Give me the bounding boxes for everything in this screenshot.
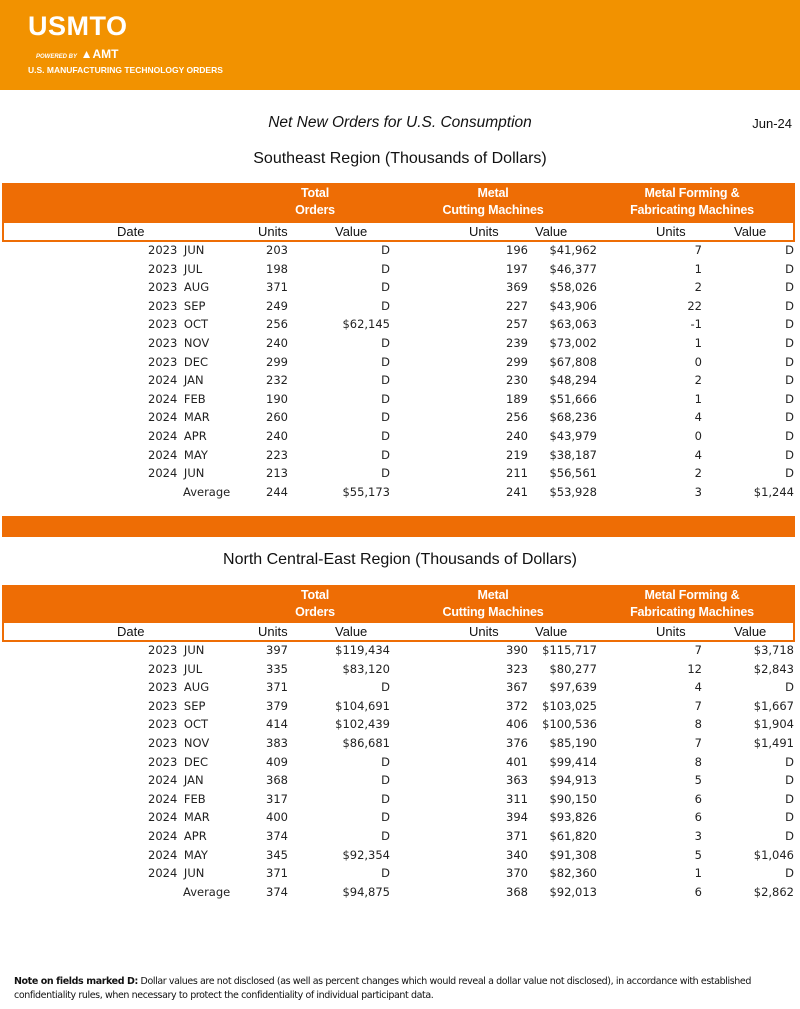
- col-date: Date: [117, 224, 145, 239]
- col-total-value: Value: [335, 624, 368, 639]
- group-metal-forming: Metal Forming & Fabricating Machines: [630, 186, 754, 217]
- table-row: 2023 JUL 198 D 197 $46,377 1 D: [148, 261, 794, 276]
- nce-table-body: [0, 641, 800, 901]
- table-row: 2023 SEP 379 $104,691 372 $103,025 7 $1,667: [148, 698, 794, 713]
- report-period: Jun-24: [752, 116, 792, 131]
- table-row: 2023 JUN 397 $119,434 390 $115,717 7 $3,718: [148, 643, 794, 657]
- col-form-units: Units: [656, 624, 686, 639]
- usmto-banner: [0, 0, 800, 90]
- table-row: 2024 JUN 371 D 370 $82,360 1 D: [148, 866, 794, 881]
- table-row: 2024 FEB 190 D 189 $51,666 1 D: [148, 391, 794, 406]
- table-row: 2024 JUN 213 D 211 $56,561 2 D: [148, 466, 794, 481]
- table-row: 2023 JUN 203 D 196 $41,962 7 D: [148, 243, 794, 257]
- col-cut-value: Value: [535, 224, 568, 239]
- col-cut-units: Units: [469, 224, 499, 239]
- table-row: 2023 JUL 335 $83,120 323 $80,277 12 $2,843: [148, 661, 794, 676]
- col-total-value: Value: [335, 224, 368, 239]
- table-row: 2023 AUG 371 D 369 $58,026 2 D: [148, 280, 794, 295]
- table-row: 2024 MAR 260 D 256 $68,236 4 D: [148, 410, 794, 425]
- usmto-logo: [28, 11, 223, 75]
- logo-wordmark: USMTO: [28, 11, 128, 41]
- col-date: Date: [117, 624, 145, 639]
- col-form-value: Value: [734, 224, 767, 239]
- nce-column-header-row: [2, 621, 795, 642]
- average-row: Average 374 $94,875 368 $92,013 6 $2,862: [183, 884, 794, 899]
- table-row: 2024 APR 374 D 371 $61,820 3 D: [148, 828, 794, 843]
- nce-header-band: [2, 585, 795, 623]
- table-row: 2023 OCT 414 $102,439 406 $100,536 8 $1,904: [148, 717, 794, 732]
- group-metal-cutting: Metal Cutting Machines: [442, 186, 544, 217]
- group-metal-cutting: Metal Cutting Machines: [442, 588, 544, 619]
- table-row: 2023 DEC 299 D 299 $67,808 0 D: [148, 354, 794, 369]
- table-row: 2024 MAY 223 D 219 $38,187 4 D: [148, 447, 794, 462]
- table-row: 2024 JAN 232 D 230 $48,294 2 D: [148, 373, 794, 388]
- north-central-east-region-title: North Central-East Region (Thousands of Dollars): [223, 551, 577, 568]
- confidentiality-note: [14, 975, 794, 1003]
- southeast-table-body: [0, 241, 800, 501]
- amt-logo-icon: ▲: [80, 47, 93, 61]
- col-total-units: Units: [258, 224, 288, 239]
- table-row: 2023 AUG 371 D 367 $97,639 4 D: [148, 680, 794, 695]
- powered-by-amt: POWERED BY ▲AMT: [36, 47, 119, 61]
- logo-subtitle: U.S. MANUFACTURING TECHNOLOGY ORDERS: [28, 65, 223, 75]
- southeast-column-header-row: [2, 221, 795, 242]
- table-row: 2024 MAY 345 $92,354 340 $91,308 5 $1,046: [148, 847, 794, 862]
- table-row: 2024 FEB 317 D 311 $90,150 6 D: [148, 791, 794, 806]
- southeast-header-band: [2, 183, 795, 222]
- group-total-orders: Total Orders: [295, 588, 335, 619]
- table-row: 2024 JAN 368 D 363 $94,913 5 D: [148, 773, 794, 788]
- note-label: Note on fields marked D:: [14, 976, 138, 987]
- table-row: 2023 DEC 409 D 401 $99,414 8 D: [148, 754, 794, 769]
- southeast-region-title: Southeast Region (Thousands of Dollars): [253, 150, 547, 167]
- table-row: 2023 OCT 256 $62,145 257 $63,063 -1 D: [148, 317, 794, 332]
- document-title: Net New Orders for U.S. Consumption: [268, 114, 532, 131]
- col-cut-value: Value: [535, 624, 568, 639]
- col-form-value: Value: [734, 624, 767, 639]
- group-total-orders: Total Orders: [295, 186, 335, 217]
- table-row: 2023 SEP 249 D 227 $43,906 22 D: [148, 298, 794, 313]
- col-form-units: Units: [656, 224, 686, 239]
- table-row: 2024 MAR 400 D 394 $93,826 6 D: [148, 810, 794, 825]
- section-divider-band: [2, 516, 795, 537]
- col-total-units: Units: [258, 624, 288, 639]
- table-row: 2023 NOV 383 $86,681 376 $85,190 7 $1,491: [148, 735, 794, 750]
- col-cut-units: Units: [469, 624, 499, 639]
- table-row: 2024 APR 240 D 240 $43,979 0 D: [148, 428, 794, 443]
- note-text: Dollar values are not disclosed (as well as percent changes which would reveal a dollar value not disclosed), in accordance with established confidentiality rules, when necessary to protect the confidentiality of individual participant data.: [14, 976, 751, 1001]
- group-metal-forming: Metal Forming & Fabricating Machines: [630, 588, 754, 619]
- table-row: 2023 NOV 240 D 239 $73,002 1 D: [148, 335, 794, 350]
- average-row: Average 244 $55,173 241 $53,928 3 $1,244: [183, 484, 794, 499]
